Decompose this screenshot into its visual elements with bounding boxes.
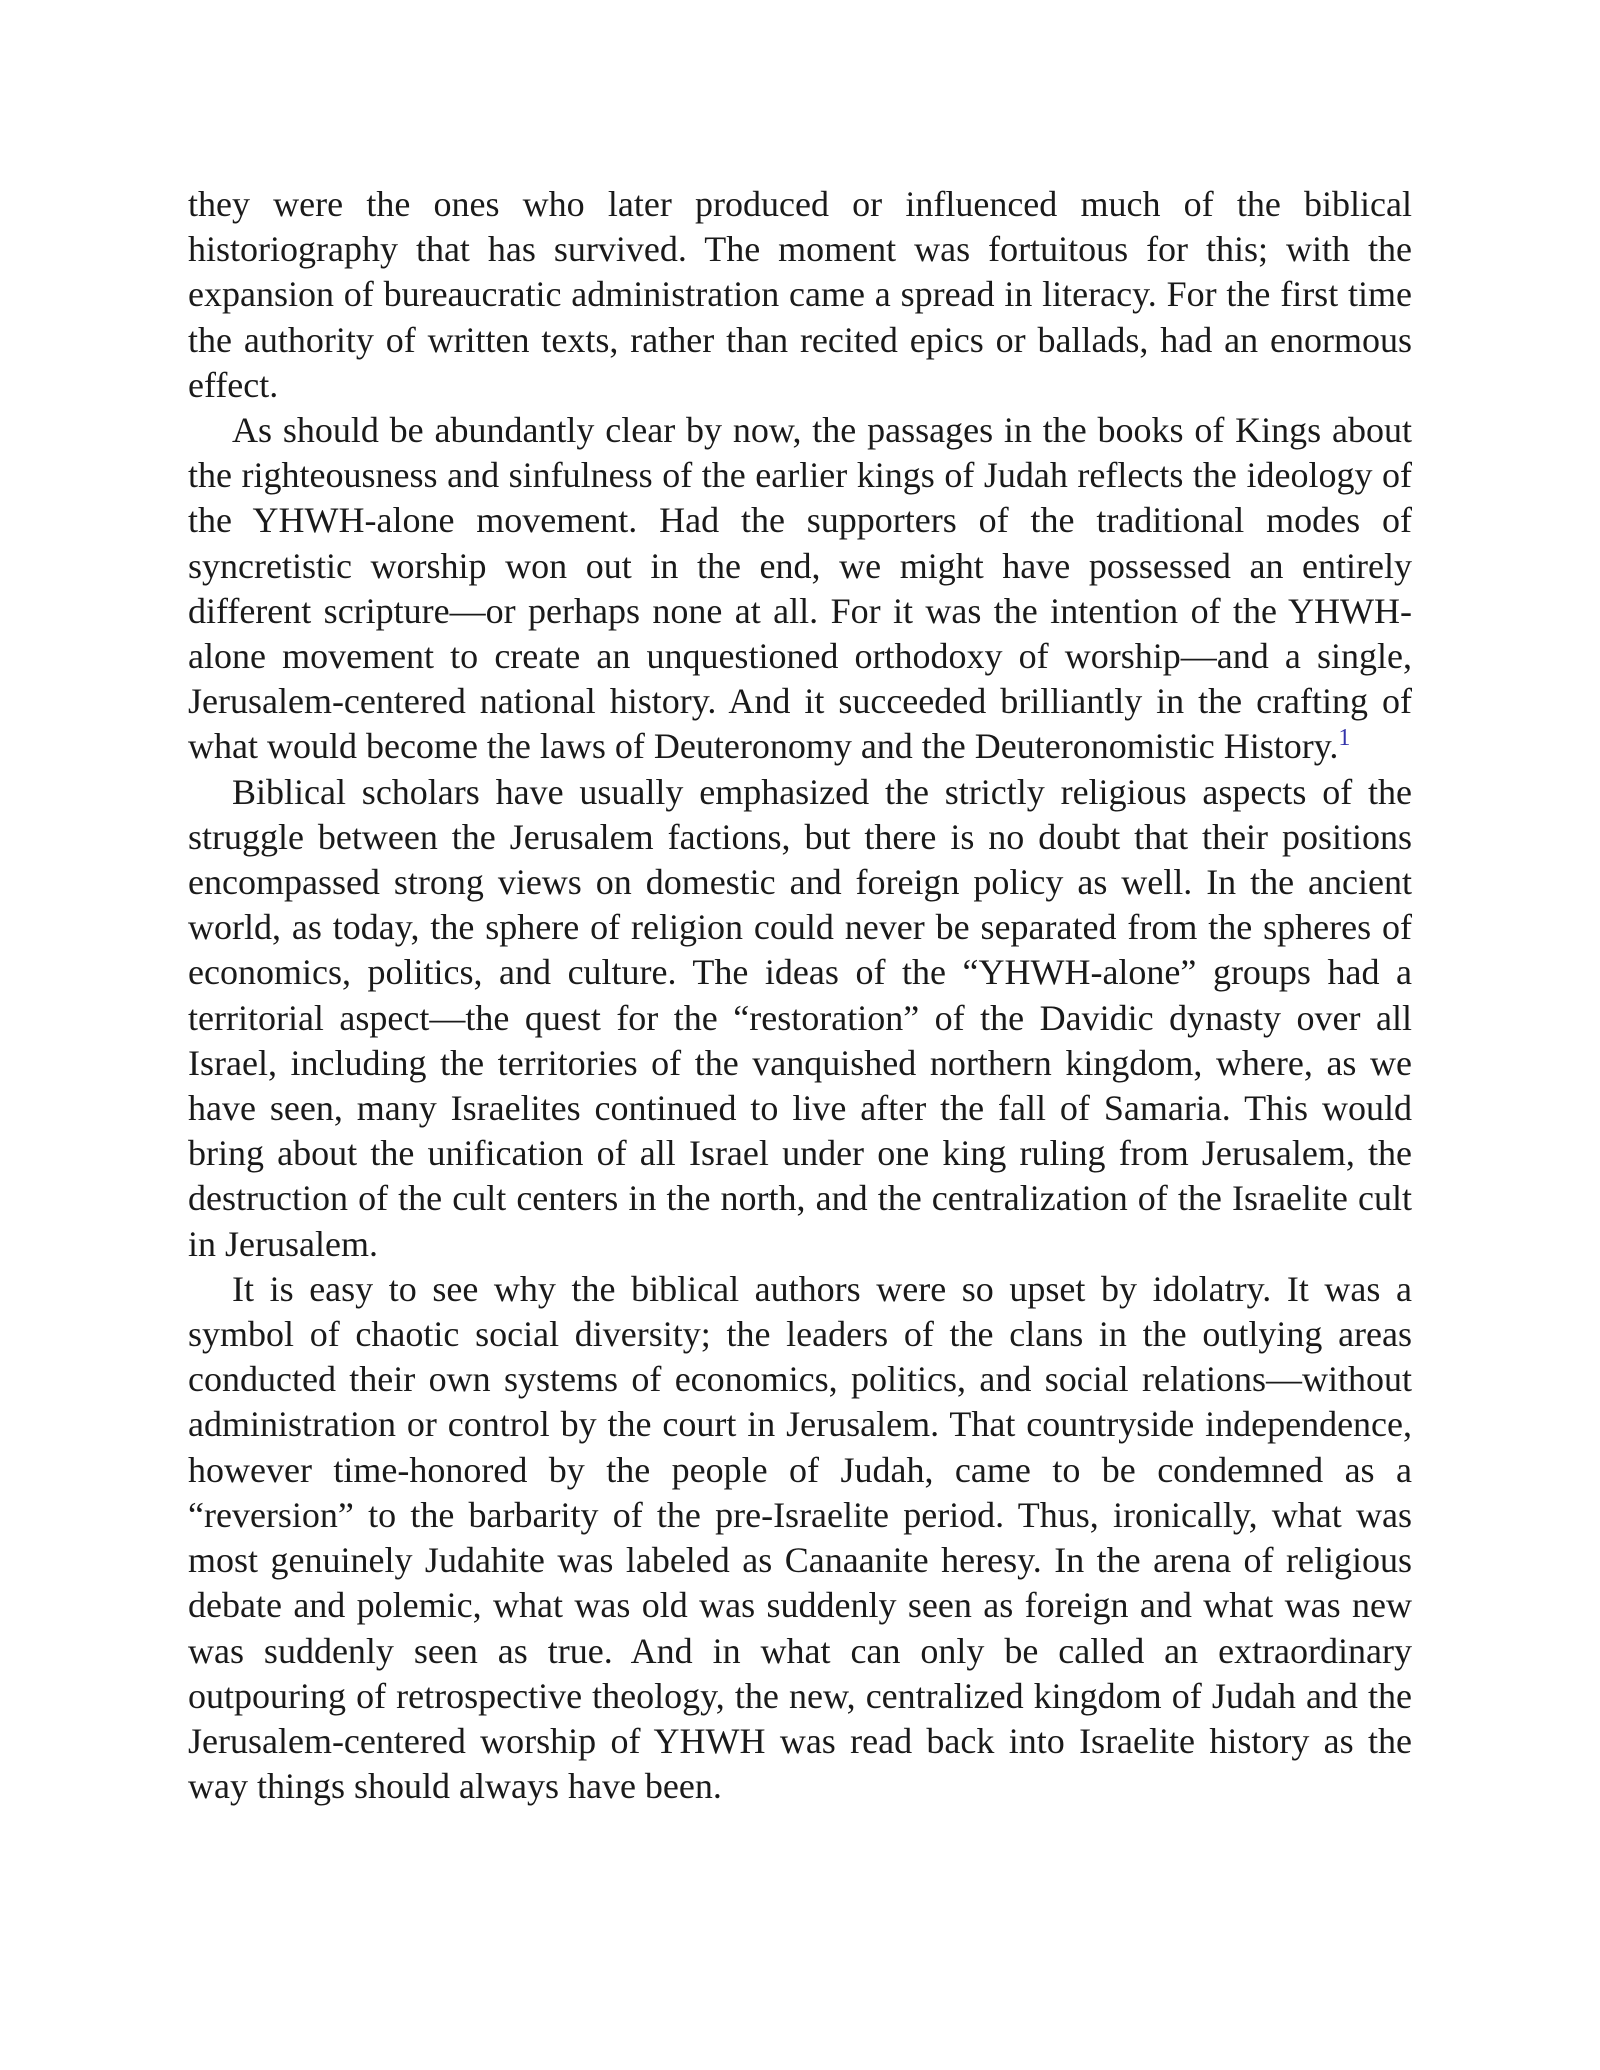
paragraph-2 — [188, 408, 1412, 770]
footnote-link[interactable]: 1 — [1338, 725, 1351, 752]
paragraph-4-text: It is easy to see why the biblical authors were so upset by idolatry. It was a symbol of chaotic social diversity; the leaders of the clans in the outlying areas conducted their own systems of economics, politics, and social relations—without administration or control by the court in Jerusalem. That countryside independence, however time-honored by the people of Judah, came to be condemned as a “reversion” to the barbarity of the pre-Israelite period. Thus, ironically, what was most genuinely Judahite was labeled as Canaanite heresy. In the arena of religious debate and polemic, what was old was suddenly seen as foreign and what was new was suddenly seen as true. And in what can only be called an extraordinary outpouring of retrospective theology, the new, centralized kingdom of Judah and the Jerusalem-centered worship of YHWH was read back into Israelite history as the way things should always have been. — [188, 1268, 1412, 1807]
paragraph-1 — [188, 182, 1412, 408]
paragraph-3-text: Biblical scholars have usually emphasized the strictly religious aspects of the struggle between the Jerusalem factions, but there is no doubt that their positions encompassed strong views on domestic and foreign policy as well. In the ancient world, as today, the sphere of religion could never be separated from the spheres of economics, politics, and culture. The ideas of the “YHWH-alone” groups had a territorial aspect—the quest for the “restoration” of the Davidic dynasty over all Israel, including the territories of the vanquished northern kingdom, where, as we have seen, many Israelites continued to live after the fall of Samaria. This would bring about the unification of all Israel under one king ruling from Jerusalem, the destruction of the cult centers in the north, and the centralization of the Israelite cult in Jerusalem. — [188, 771, 1412, 1264]
paragraph-2-text: As should be abundantly clear by now, the passages in the books of Kings about the righteousness and sinfulness of the earlier kings of Judah reflects the ideology of the YHWH-alone movement. Had the supporters of the traditional modes of syncretistic worship won out in the end, we might have possessed an entirely different scripture—or perhaps none at all. For it was the intention of the YHWH-alone movement to create an unquestioned orthodoxy of worship—and a single, Jerusalem-centered national history. And it succeeded brilliantly in the crafting of what would become the laws of Deuteronomy and the Deuteronomistic History. — [188, 410, 1412, 767]
paragraph-1-text: they were the ones who later produced or influenced much of the biblical historiography that has survived. The moment was fortuitous for this; with the expansion of bureaucratic administration came a spread in literacy. For the first time the authority of written texts, rather than recited epics or ballads, had an enormous effect. — [188, 184, 1412, 405]
paragraph-4 — [188, 1267, 1412, 1809]
book-page — [188, 182, 1412, 1809]
paragraph-3 — [188, 770, 1412, 1267]
